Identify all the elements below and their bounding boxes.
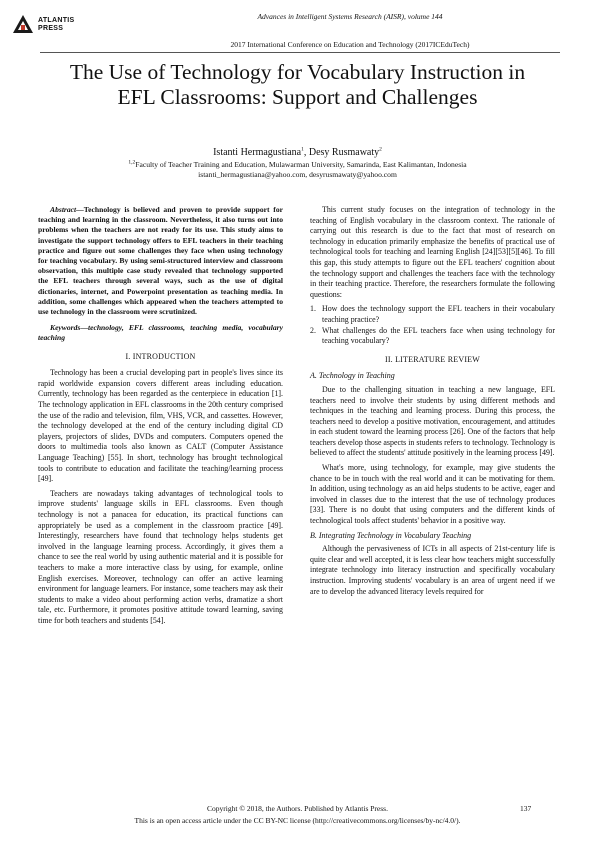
question-number: 1. [310,304,316,314]
license-footer: This is an open access article under the CC BY-NC license (http://creativecommons.org/licenses/by-nc/4.0/). [134,816,461,825]
abstract [38,205,283,317]
question-text: How does the technology support the EFL teachers in their vocabulary teaching practice? [322,304,555,324]
intro-paragraph-1: Technology has been a crucial developing part in people's lives since its rapid worldwide expansion covers different areas including education. Currently, technology has been regarded as the centerpiece in education [1]. The technology application in EFL classrooms in the 20th century comprised the use of the radio and television, film, VHS, VCR, and cassettes. However, the technology developed at the end of the century including digital CD players, projectors of slides, DVDs and computers. Computers opened the doors to multimedia tools also known as CALT (Computer Assistance Language Teaching) [55]. In short, technology has brought technological tools to contribute to education and facilitate the teaching/learning process [49]. [38,368,283,484]
research-questions [310,304,555,346]
logo-line1: ATLANTIS [38,17,75,24]
intro-paragraph-3: This current study focuses on the integration of technology in the teaching of English vocabulary in the classroom context. The rationale of carrying out this research is due to the fact that most of research on technology in education primarily emphasize the benefits of practical use of technological tools for teaching and learning English [24][53][5][46]. To fill this gap, this study attempts to figure out the EFL teachers' cognition about the technology support and challenges the teachers face with the technology in their teaching practice. Therefore, the researchers formulate the following questions: [310,205,555,299]
research-question-2 [310,326,555,347]
author-1: Istanti Hermagustiana [213,147,302,158]
author-2: Desy Rusmawaty [308,147,380,158]
author-2-sup: 2 [379,146,382,153]
copyright-footer: Copyright © 2018, the Authors. Published by Atlantis Press. [207,804,388,813]
paper-title [20,60,575,110]
lit-paragraph-a2: What's more, using technology, for example, may give students the chance to be in touch with the real world and it can be motivating for them. In addition, using technology as an aid helps students to be active, eager and involved in classes due to the interest that the use of technology produces [33]. There is no doubt that using computers and the different kinds of technological tools affect students' behavior in a positive way. [310,463,555,526]
conference-header: 2017 International Conference on Education and Technology (2017ICEduTech) [230,40,470,49]
author-line [40,147,555,158]
keywords: Keywords—technology, EFL classrooms, teaching media, vocabulary teaching [38,323,283,343]
title-line-2: EFL Classrooms: Support and Challenges [117,85,478,109]
page-number: 137 [520,804,532,813]
subsection-heading-a: A. Technology in Teaching [310,371,395,381]
logo-line2: PRESS [38,25,64,32]
affiliation [40,160,555,169]
subsection-heading-b: B. Integrating Technology in Vocabulary Teaching [310,530,472,540]
section-heading-literature-review: II. LITERATURE REVIEW [384,354,481,364]
author-emails: istanti_hermagustiana@yahoo.com, desyrusmawaty@yahoo.com [198,170,397,179]
logo-text [38,17,75,33]
question-text: What challenges do the EFL teachers face when using technology for teaching vocabulary? [322,325,555,346]
left-column [38,205,283,630]
lit-paragraph-b1: Although the pervasiveness of ICTs in all aspects of 21st-century life is quite clear and well accepted, it is less clear how teachers might successfully integrate technology into literacy instruction and specifically vocabulary instruction. Improving students' vocabulary is an area of urgent need if we are to develop the advanced literacy levels required for [310,544,555,596]
atlantis-logo-icon [12,14,34,36]
author-separator: , [303,147,309,158]
lit-paragraph-a1: Due to the challenging situation in teaching a new language, EFL teachers need to involve their students by using different methods and techniques in the teaching and learning process. During this process, the teachers need to develop a positive motivation, encouragement, and attitudes in each student toward the learning process [26]. One of the factors that help teachers develop those aspects in students refers to technology. Technology is believed to affect the students' attitude positively in the learning process [49]. [310,384,555,458]
atlantis-press-logo [12,14,102,44]
author-1-sup: 1 [301,146,304,153]
title-line-1: The Use of Technology for Vocabulary Instruction in [69,60,526,84]
journal-header: Advances in Intelligent Systems Research (AISR), volume 144 [257,12,443,21]
research-question-1 [310,304,555,325]
header-rule [40,52,560,53]
affiliation-text: Faculty of Teacher Training and Education, Mulawarman University, Samarinda, East Kalimantan, Indonesia [135,160,467,169]
affiliation-sup: 1,2 [128,159,136,166]
abstract-text: —Technology is believed and proven to provide support for teaching and learning in the classroom. Nevertheless, it also turns out into problems when the teachers are not ready for its use. This study aims to investigate the support technology offers to EFL teachers in their teaching practice and figure out some challenges they face when using technology for teaching vocabulary. By using semi-structured interview and classroom observation, this multiple case study revealed that technology supported the EFL teachers through several ways, such as the use of digital dictionaries, internet, and Powerpoint presentation as teaching media. In addition, some challenges which appeared when the teachers attempted to use technology in the classroom were scrutinized. [38,205,283,317]
question-number: 2. [310,325,316,335]
section-heading-introduction: I. INTRODUCTION [125,351,196,361]
intro-paragraph-2: Teachers are nowadays taking advantages of technological tools to improve students' language skills in EFL classrooms. Even though technology is not a panacea for education, its practical functions can appropriately be used as a complement in the classroom practice [49]. Interestingly, researchers have found that technology helps students get involved in the language learning process. Accordingly, it gives them a chance to see the real world by using authentic material and it is possible for teachers to make a more interactive class by using, for example, online English exercises. Moreover, technology can offer an active learning environment for language learners. For instance, some teachers may ask their students to make a video about performing action verbs, dramatize a short tale, etc. Furthermore, it promotes positive attitude toward learning, saving time for both teachers and students [54]. [38,488,283,625]
abstract-label: Abstract [50,205,77,214]
right-column [310,205,555,601]
